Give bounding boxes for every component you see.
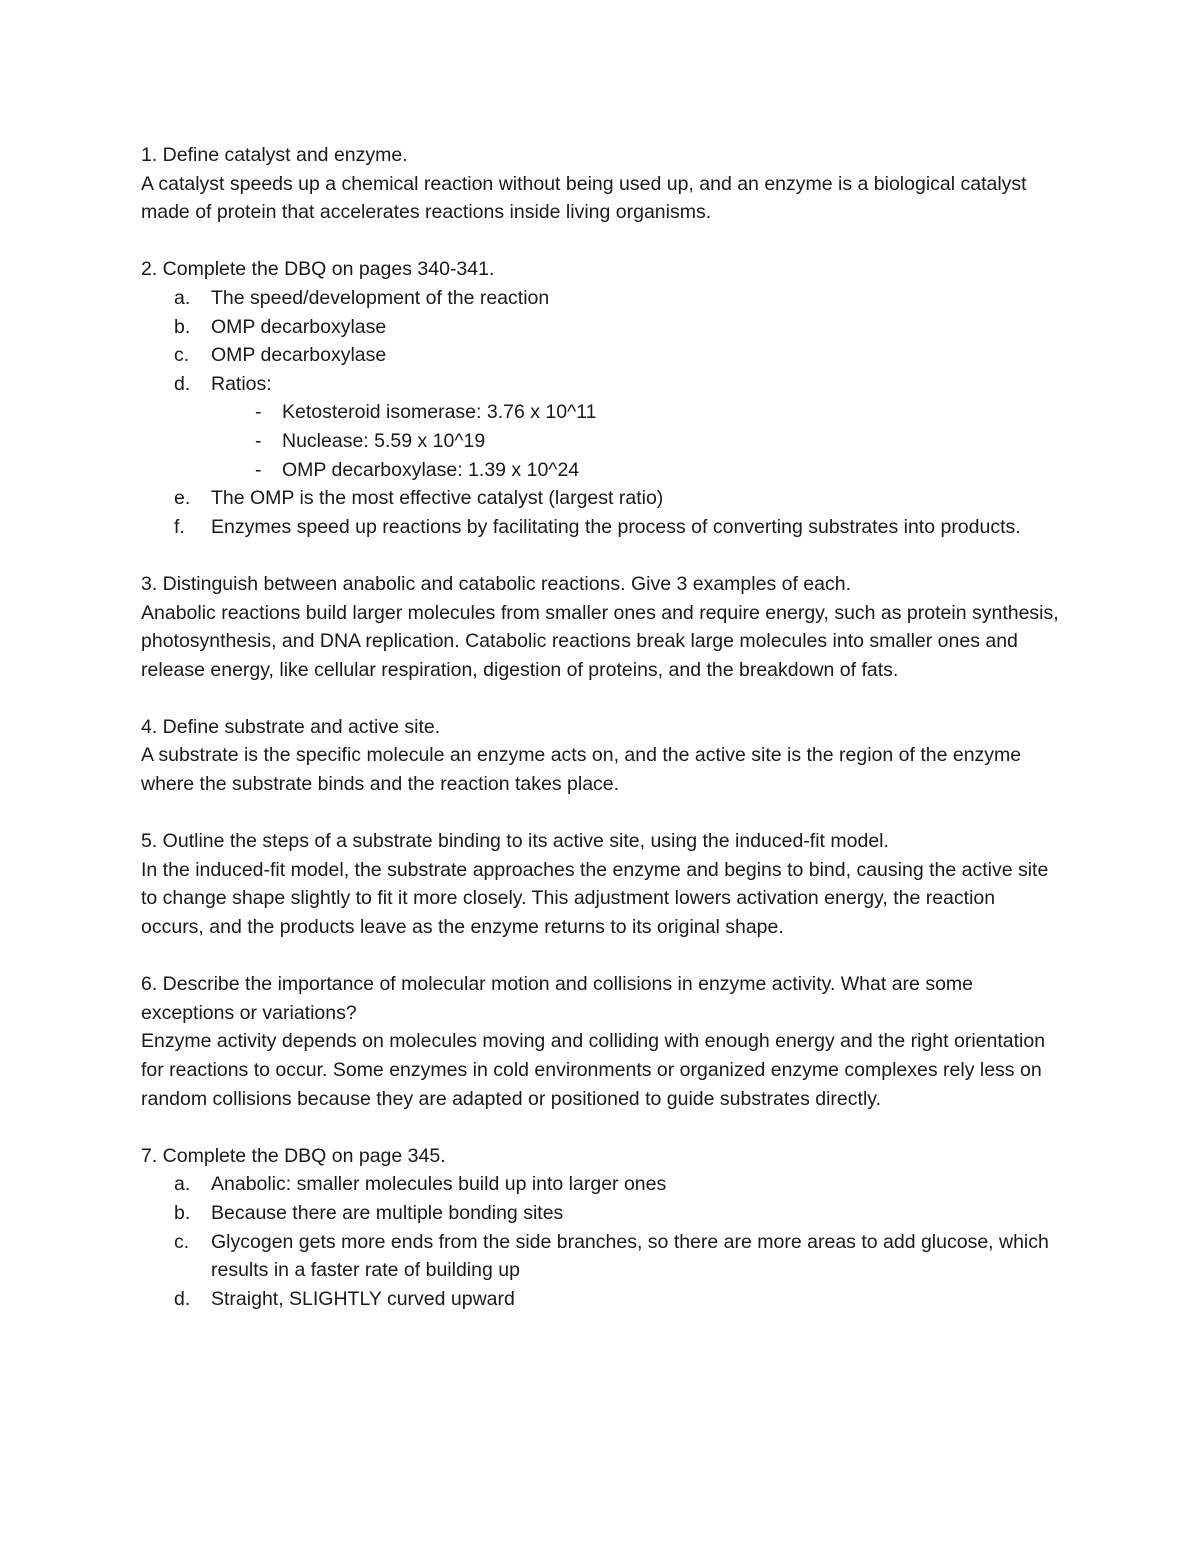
answer-text: A substrate is the specific molecule an enzyme acts on, and the active site is the region of the enzyme where the substrate binds and the reaction takes place. (141, 744, 1022, 796)
list-item (141, 513, 1061, 542)
list-marker: e. (174, 487, 191, 510)
question-section-3 (141, 570, 1061, 684)
list-item (141, 1285, 1061, 1314)
list-item-text: Anabolic: smaller molecules build up into larger ones (211, 1173, 667, 1196)
list-item-text: Because there are multiple bonding sites (211, 1201, 564, 1224)
question-text: 2. Complete the DBQ on pages 340-341. (141, 258, 495, 281)
list-marker: c. (174, 1230, 190, 1253)
list-item (141, 313, 1061, 342)
question-section-5 (141, 827, 1061, 941)
list-item (141, 1199, 1061, 1228)
sublist-item (141, 398, 1061, 427)
list-marker: a. (174, 1173, 191, 1196)
answer-text: In the induced-fit model, the substrate approaches the enzyme and begins to bind, causing the active site to change shape slightly to fit it more closely. This adjustment lowers activation energy, the reaction occurs, and the products leave as the enzyme returns to its original shape. (141, 858, 1049, 939)
list-marker: d. (174, 1287, 191, 1310)
list-item-text: Glycogen gets more ends from the side branches, so there are more areas to add glucose, which results in a faster rate of building up (211, 1230, 1049, 1282)
list-item (141, 370, 1061, 484)
list-item (141, 341, 1061, 370)
sublist-item (141, 456, 1061, 485)
list-marker: b. (174, 315, 191, 338)
list-item (141, 284, 1061, 313)
question-text: 7. Complete the DBQ on page 345. (141, 1144, 446, 1167)
question-text: 6. Describe the importance of molecular motion and collisions in enzyme activity. What are some exceptions or variations? (141, 973, 973, 1024)
list-item-text: Enzymes speed up reactions by facilitating the process of converting substrates into products. (211, 515, 1021, 538)
list-marker: c. (174, 344, 190, 367)
list-item-text: Straight, SLIGHTLY curved upward (211, 1287, 515, 1310)
list-marker: a. (174, 286, 191, 309)
question-section-1 (141, 141, 1061, 227)
list-marker: b. (174, 1201, 191, 1224)
list-item (141, 1170, 1061, 1199)
question-text: 4. Define substrate and active site. (141, 715, 441, 738)
ratio-sublist (211, 398, 1061, 484)
answer-text: Enzyme activity depends on molecules moving and colliding with enough energy and the right orientation for reactions to occur. Some enzymes in cold environments or organized enzyme complexes rely less on random collisions because they are adapted or positioned to guide substrates directly. (141, 1030, 1046, 1110)
sublist-item-text: OMP decarboxylase: 1.39 x 10^24 (282, 458, 580, 481)
answer-text: Anabolic reactions build larger molecules from smaller ones and require energy, such as protein synthesis, photosynthesis, and DNA replication. Catabolic reactions break large molecules into smaller ones and release energy, like cellular respiration, digestion of proteins, and the breakdown of fats. (141, 601, 1059, 681)
list-item-text: The speed/development of the reaction (211, 286, 550, 309)
dash-marker: - (255, 458, 262, 481)
sublist-item (141, 427, 1061, 456)
dash-marker: - (255, 429, 262, 452)
list-item-text: The OMP is the most effective catalyst (largest ratio) (211, 487, 664, 510)
question-section-4 (141, 713, 1061, 799)
document-page (141, 141, 1061, 1313)
list-marker: d. (174, 372, 191, 395)
answer-text: A catalyst speeds up a chemical reaction without being used up, and an enzyme is a biological catalyst made of protein that accelerates reactions inside living organisms. (141, 172, 1027, 224)
question-section-7 (141, 1142, 1061, 1314)
list-item-text: OMP decarboxylase (211, 315, 387, 338)
question-text: 1. Define catalyst and enzyme. (141, 144, 408, 166)
sublist-item-text: Ketosteroid isomerase: 3.76 x 10^11 (282, 401, 597, 424)
list-item-text: OMP decarboxylase (211, 344, 387, 367)
question-text: 5. Outline the steps of a substrate binding to its active site, using the induced-fit model. (141, 830, 889, 853)
question-section-6 (141, 970, 1061, 1113)
answer-list (141, 1170, 1061, 1313)
list-item (141, 484, 1061, 513)
list-item-text: Ratios: (211, 372, 272, 395)
sublist-item-text: Nuclease: 5.59 x 10^19 (282, 429, 486, 452)
dash-marker: - (255, 401, 262, 424)
question-section-2 (141, 255, 1061, 541)
answer-list (141, 284, 1061, 541)
list-marker: f. (174, 515, 185, 538)
list-item (141, 1228, 1061, 1285)
question-text: 3. Distinguish between anabolic and catabolic reactions. Give 3 examples of each. (141, 572, 851, 595)
